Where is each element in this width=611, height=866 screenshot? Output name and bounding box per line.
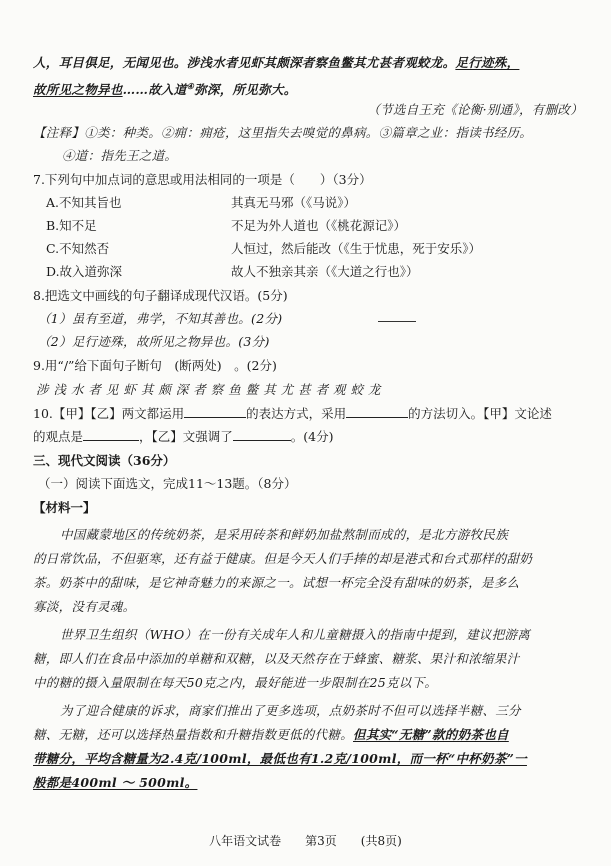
q7-option-b — [46, 217, 579, 235]
section-subtitle: （一）阅读下面选文，完成11～13题。（8分） — [38, 476, 297, 491]
option-left: C.不知然否 — [46, 241, 110, 256]
page-footer: 八年语文试卷 第3页 (共8页) — [209, 834, 402, 848]
option-left: B.知不足 — [46, 218, 97, 233]
underlined-sentence: 但其实“无糖”款的奶茶也自 — [353, 727, 509, 742]
material-text: 为了迎合健康的诉求，商家们推出了更多选项，点奶茶时不但可以选择半糖、三分 — [60, 703, 521, 718]
q10-text: 的方法切入。【甲】文论述 — [408, 406, 552, 421]
option-left: A.不知其旨也 — [46, 195, 122, 210]
q10-text: 10.【甲】【乙】两文都运用 — [33, 406, 185, 421]
answer-blank[interactable] — [83, 428, 139, 441]
answer-blank[interactable] — [184, 405, 246, 418]
material-text: 中国藏蒙地区的传统奶茶，是采用砖茶和鲜奶加盐熬制而成的，是北方游牧民族 — [60, 527, 509, 542]
q7-option-c — [46, 240, 579, 258]
q10-line-1 — [33, 405, 579, 423]
section-title: 三、现代文阅读（36分） — [33, 453, 176, 468]
q9-sentence: 涉 浅 水 者 见 虾 其 颇 深 者 察 鱼 鳖 其 尤 甚 者 观 蛟 龙 — [36, 382, 381, 397]
answer-blank[interactable] — [346, 405, 408, 418]
material-text: 的日常饮品，不但驱寒，还有益于健康。但是今天人们手捧的却是港式和台式那样的甜奶 — [33, 551, 533, 566]
material-text: 茶。奶茶中的甜味，是它神奇魅力的来源之一。试想一杯完全没有甜味的奶茶，是多么 — [33, 575, 520, 590]
q10-text: 的观点是 — [33, 429, 84, 444]
q10-text: 的表达方式，采用 — [246, 406, 347, 421]
underlined-sentence: 故所见之物异也 — [33, 82, 123, 98]
q10-line-2 — [33, 428, 579, 446]
q7-option-a — [46, 194, 579, 212]
option-right: 故人不独亲其亲（《大道之行也》） — [231, 264, 419, 279]
underlined-sentence: 带糖分，平均含糖量为2.4克/100ml，最低也有1.2克/100ml，而一杯“中杯奶茶”一 — [33, 751, 527, 766]
material-text: 中的糖的摄入量限制在每天50克之内，最好能进一步限制在25克以下。 — [33, 675, 438, 690]
option-right: 不足为外人道也（《桃花源记》） — [231, 218, 407, 233]
answer-blank[interactable] — [233, 428, 291, 441]
answer-line — [378, 321, 416, 322]
material-text-part: 糖、无糖，还可以选择热量指数和升糖指数更低的代糖。 — [33, 727, 354, 742]
option-right: 其真无马邪（《马说》） — [231, 195, 357, 210]
material-text: 世界卫生组织（WHO）在一份有关成年人和儿童糖摄入的指南中提到，建议把游离 — [60, 627, 531, 642]
q10-text: 。(4分) — [290, 429, 334, 444]
notes-line-1: 【注释】①类：种类。②痈：痈疮，这里指失去嗅觉的鼻病。③篇章之业：指读书经历。 — [33, 125, 533, 140]
q10-text: ，【乙】文强调了 — [139, 429, 233, 444]
passage-text: 弥深，所见弥大。 — [194, 82, 297, 98]
option-left: D.故入道弥深 — [46, 264, 123, 279]
underlined-sentence: 足行迹殊， — [455, 55, 520, 70]
q7-option-d — [46, 263, 579, 281]
footnote-marker: ④ — [186, 81, 195, 91]
q8-item-1: （1）虽有至道，弗学，不知其善也。(2分) — [38, 311, 283, 326]
q7-stem: 7.下列句中加点词的意思或用法相同的一项是（ ）（3分） — [33, 172, 372, 187]
passage-text: 人，耳目俱足，无闻见也。涉浅水者见虾其颇深者察鱼鳖其尤甚者观蛟龙。 — [33, 55, 456, 70]
material-text: 糖，即人们在食品中添加的单糖和双糖，以及天然存在于蜂蜜、糖浆、果汁和浓缩果汁 — [33, 651, 520, 666]
notes-line-2: ④道：指先王之道。 — [62, 148, 178, 163]
material-text: 寡淡，没有灵魂。 — [33, 599, 136, 614]
underlined-sentence: 般都是400ml ～ 500ml。 — [33, 775, 198, 790]
material-label: 【材料一】 — [33, 500, 96, 515]
passage-line-1 — [33, 54, 579, 72]
option-right: 人恒过，然后能改（《生于忧患，死于安乐》） — [231, 241, 482, 256]
q8-stem: 8.把选文中画线的句子翻译成现代汉语。(5分) — [33, 288, 288, 303]
q8-item-2: （2）足行迹殊，故所见之物异也。(3分) — [38, 334, 270, 349]
passage-source: （节选自王充《论衡·别通》，有删改） — [367, 102, 583, 117]
material-text — [33, 726, 579, 744]
passage-text: ……故入道 — [122, 82, 187, 98]
q9-stem: 9.用“/”给下面句子断句 (断两处) 。(2分) — [33, 358, 277, 373]
passage-line-2 — [33, 77, 579, 99]
